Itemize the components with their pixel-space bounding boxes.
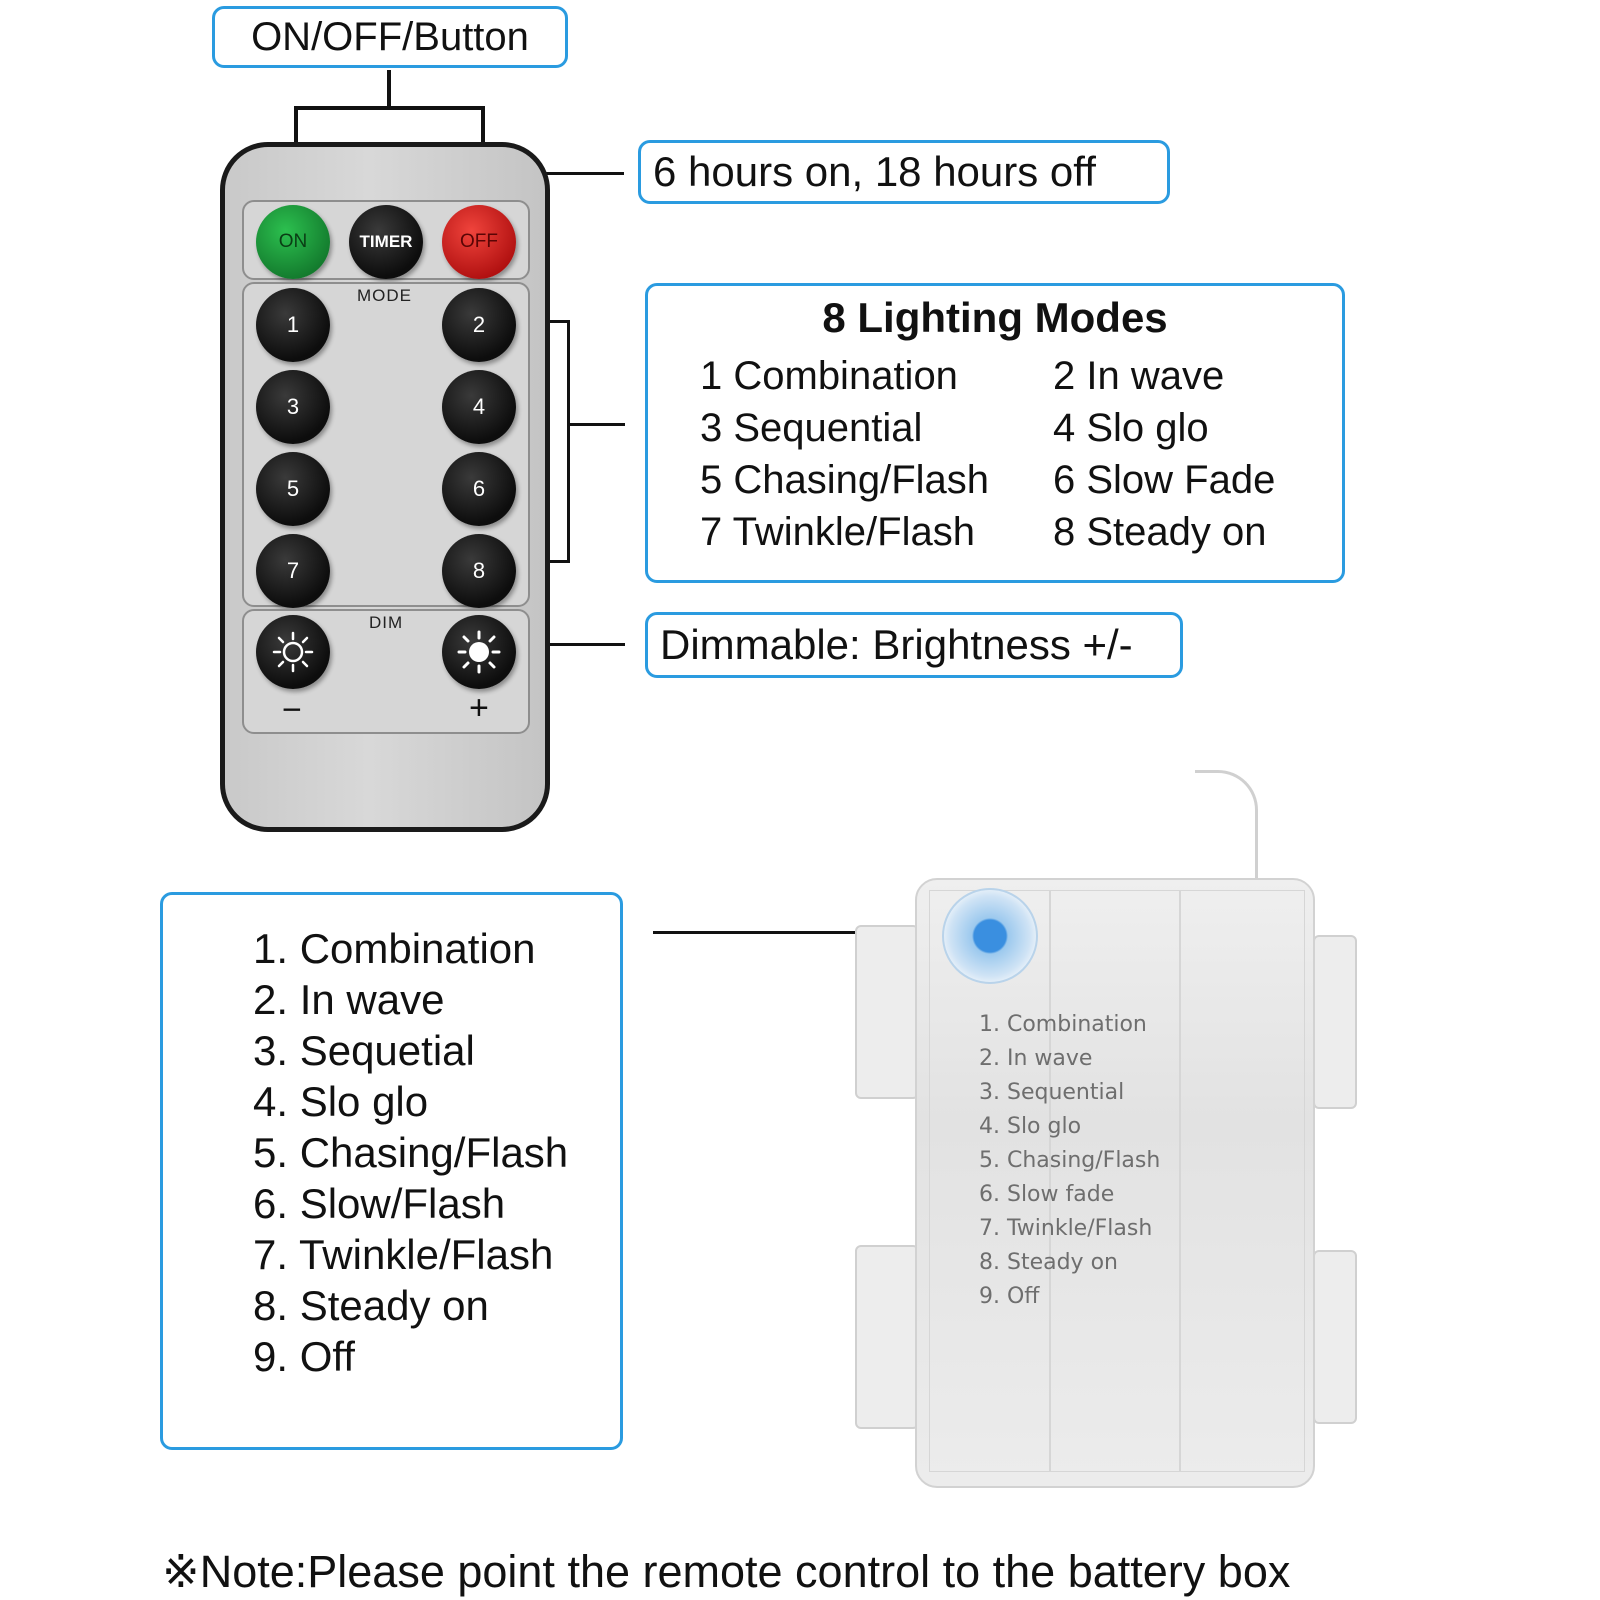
sun-filled-icon [457,630,501,674]
battery-mode-item: 5. Chasing/Flash [253,1129,569,1176]
box-side-clip [1313,935,1357,1109]
plus-sign: + [469,689,489,727]
sun-outline-icon [271,630,315,674]
dim-panel [242,609,530,734]
connector [294,106,485,110]
mode-button-5[interactable]: 5 [256,452,330,526]
battery-mode-item: 4. Slo glo [253,1078,429,1125]
mode-button-2[interactable]: 2 [442,288,516,362]
battery-mode-item: 6. Slow/Flash [253,1180,506,1227]
mode-button-8[interactable]: 8 [442,534,516,608]
power-panel [242,200,530,280]
battery-cable [1195,770,1258,883]
mode-item: 3 Sequential [700,406,923,450]
battery-box [915,878,1315,1488]
on-off-callout [212,6,568,68]
mode-item: 8 Steady on [1053,510,1267,554]
battery-mode-item: 8. Steady on [253,1282,489,1329]
dimmable-label: Dimmable: Brightness +/- [660,621,1133,668]
box-printed-item: 6. Slow fade [979,1182,1115,1207]
box-compartment [1179,890,1305,1472]
timer-button[interactable]: TIMER [349,205,423,279]
mode-item: 7 Twinkle/Flash [700,510,975,554]
mode-button-6[interactable]: 6 [442,452,516,526]
mode-panel [242,282,530,607]
mode-item: 4 Slo glo [1053,406,1209,450]
off-button[interactable]: OFF [442,205,516,279]
battery-mode-item: 2. In wave [253,976,445,1023]
mode-button-7[interactable]: 7 [256,534,330,608]
dim-plus-button[interactable] [442,615,516,689]
box-printed-item: 8. Steady on [979,1250,1118,1275]
battery-mode-item: 3. Sequetial [253,1027,475,1074]
note-text: ※Note:Please point the remote control to the battery box [162,1546,1291,1597]
modes-title: 8 Lighting Modes [822,294,1168,341]
battery-mode-item: 1. Combination [253,925,536,972]
mode-label: MODE [357,286,412,305]
modes-callout [645,283,1345,583]
battery-modes-callout [160,892,623,1450]
dimmable-callout [645,612,1183,678]
box-mode-button[interactable] [942,888,1038,984]
box-printed-item: 2. In wave [979,1046,1093,1071]
dim-minus-button[interactable] [256,615,330,689]
remote-control [220,142,550,832]
box-printed-item: 5. Chasing/Flash [979,1148,1161,1173]
box-printed-item: 1. Combination [979,1012,1147,1037]
box-side-clip [855,1245,919,1429]
box-printed-item: 3. Sequential [979,1080,1125,1105]
box-printed-item: 7. Twinkle/Flash [979,1216,1153,1241]
battery-mode-item: 9. Off [253,1333,355,1380]
minus-sign: − [282,691,302,729]
connector [567,320,570,563]
mode-button-4[interactable]: 4 [442,370,516,444]
mode-item: 2 In wave [1053,354,1225,398]
box-side-clip [855,925,919,1099]
timer-callout [638,140,1170,204]
on-button[interactable]: ON [256,205,330,279]
connector [567,423,625,426]
connector [387,70,391,108]
mode-item: 1 Combination [700,354,958,398]
mode-button-1[interactable]: 1 [256,288,330,362]
mode-item: 6 Slow Fade [1053,458,1276,502]
box-printed-item: 4. Slo glo [979,1114,1082,1139]
mode-item: 5 Chasing/Flash [700,458,990,502]
battery-mode-item: 7. Twinkle/Flash [253,1231,554,1278]
mode-button-3[interactable]: 3 [256,370,330,444]
box-side-clip [1313,1250,1357,1424]
dim-label: DIM [369,613,404,632]
on-off-label: ON/OFF/Button [251,15,529,59]
box-printed-item: 9. Off [979,1284,1040,1309]
timer-label: 6 hours on, 18 hours off [653,148,1096,195]
